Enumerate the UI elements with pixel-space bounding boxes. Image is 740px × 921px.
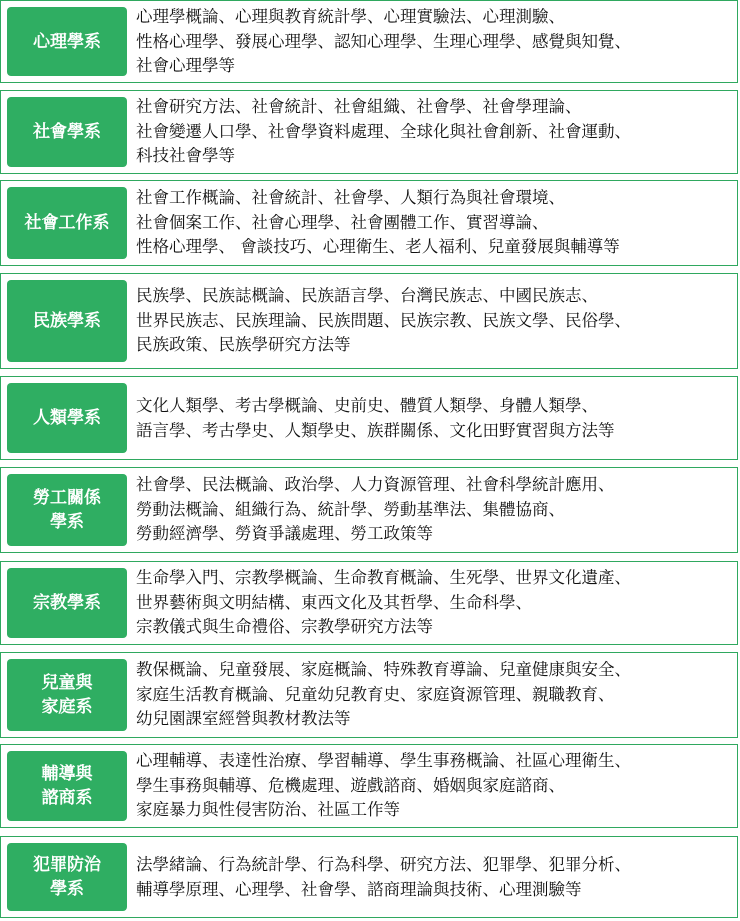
course-line: 教保概論、兒童發展、家庭概論、特殊教育導論、兒童健康與安全、 [136, 660, 631, 679]
department-name-line: 人類學系 [33, 408, 101, 428]
course-line: 勞動法概論、組織行為、統計學、勞動基準法、集體協商、 [136, 499, 565, 519]
department-name-badge [7, 7, 127, 76]
course-list [136, 95, 735, 169]
department-name-line: 宗教學系 [33, 593, 101, 613]
department-name-badge [7, 474, 127, 546]
department-name-badge [7, 659, 127, 731]
department-row [0, 561, 738, 645]
department-name-badge [7, 97, 127, 167]
course-line: 心理學概論、心理與教育統計學、心理實驗法、心理測驗、 [136, 7, 565, 26]
course-list [136, 566, 735, 640]
course-line: 社會變遷人口學、社會學資料處理、全球化與社會創新、社會運動、 [136, 121, 631, 141]
course-line: 民族政策、民族學研究方法等 [136, 335, 351, 354]
course-line: 法學緒論、行為統計學、行為科學、研究方法、犯罪學、犯罪分析、 [136, 855, 631, 874]
department-name-line: 心理學系 [33, 31, 101, 52]
course-line: 勞動經濟學、勞資爭議處理、勞工政策等 [136, 524, 433, 543]
course-line: 世界藝術與文明結構、東西文化及其哲學、生命科學、 [136, 592, 532, 612]
course-line: 文化人類學、考古學概論、史前史、體質人類學、身體人類學、 [136, 396, 598, 415]
department-row [0, 744, 738, 828]
department-row [0, 376, 738, 460]
course-list [136, 658, 735, 732]
course-line: 生命學入門、宗教學概論、生命教育概論、生死學、世界文化遺產、 [136, 568, 631, 587]
department-name-badge [7, 843, 127, 911]
course-line: 社會研究方法、社會統計、社會組織、社會學、社會學理論、 [136, 97, 582, 116]
course-list [136, 473, 735, 547]
department-name-line: 民族學系 [33, 311, 101, 331]
department-name-badge [7, 280, 127, 362]
department-name-badge [7, 187, 127, 259]
course-line: 語言學、考古學史、人類學史、族群關係、文化田野實習與方法等 [136, 420, 615, 440]
department-row [0, 180, 738, 266]
department-name-line: 勞工關係 [33, 488, 101, 508]
course-line: 家庭暴力與性侵害防治、社區工作等 [136, 800, 400, 819]
course-line: 學生事務與輔導、危機處理、遊戲諮商、婚姻與家庭諮商、 [136, 775, 565, 795]
department-name-badge [7, 568, 127, 638]
department-row [0, 90, 738, 174]
department-name-line: 學系 [50, 879, 84, 899]
course-line: 家庭生活教育概論、兒童幼兒教育史、家庭資源管理、親職教育、 [136, 684, 615, 704]
department-row [0, 273, 738, 369]
department-name-line: 輔導與 [41, 764, 93, 784]
course-line: 宗教儀式與生命禮俗、宗教學研究方法等 [136, 617, 433, 636]
course-line: 科技社會學等 [136, 146, 235, 165]
department-name-line: 社會工作系 [24, 213, 110, 233]
course-line: 心理輔導、表達性治療、學習輔導、學生事務概論、社區心理衛生、 [136, 751, 631, 770]
department-name-badge [7, 751, 127, 821]
course-line: 幼兒園課室經營與教材教法等 [136, 709, 351, 728]
course-line: 社會個案工作、社會心理學、社會團體工作、實習導論、 [136, 212, 549, 232]
course-list [136, 749, 735, 823]
course-line: 社會心理學等 [136, 56, 235, 75]
department-name-line: 家庭系 [41, 697, 93, 717]
department-row [0, 836, 738, 918]
course-list [136, 394, 735, 443]
course-line: 世界民族志、民族理論、民族問題、民族宗教、民族文學、民俗學、 [136, 310, 631, 330]
department-row [0, 467, 738, 553]
department-name-line: 犯罪防治 [33, 855, 101, 875]
course-line: 社會學、民法概論、政治學、人力資源管理、社會科學統計應用、 [136, 475, 615, 494]
department-name-line: 社會學系 [33, 122, 101, 142]
course-line: 民族學、民族誌概論、民族語言學、台灣民族志、中國民族志、 [136, 286, 598, 305]
department-row [0, 0, 738, 83]
course-line: 輔導學原理、心理學、社會學、諮商理論與技術、心理測驗等 [136, 879, 582, 899]
course-list [136, 284, 735, 358]
course-line: 社會工作概論、社會統計、社會學、人類行為與社會環境、 [136, 188, 565, 207]
department-name-badge [7, 383, 127, 453]
course-line: 性格心理學、 會談技巧、心理衛生、老人福利、兒童發展與輔導等 [136, 237, 620, 256]
department-name-line: 諮商系 [41, 788, 93, 808]
course-line: 性格心理學、發展心理學、認知心理學、生理心理學、感覺與知覺、 [136, 31, 631, 51]
department-name-line: 兒童與 [41, 673, 93, 693]
course-list [136, 186, 735, 260]
course-list [136, 853, 735, 902]
course-list [136, 5, 735, 79]
department-row [0, 652, 738, 738]
department-name-line: 學系 [50, 512, 84, 532]
